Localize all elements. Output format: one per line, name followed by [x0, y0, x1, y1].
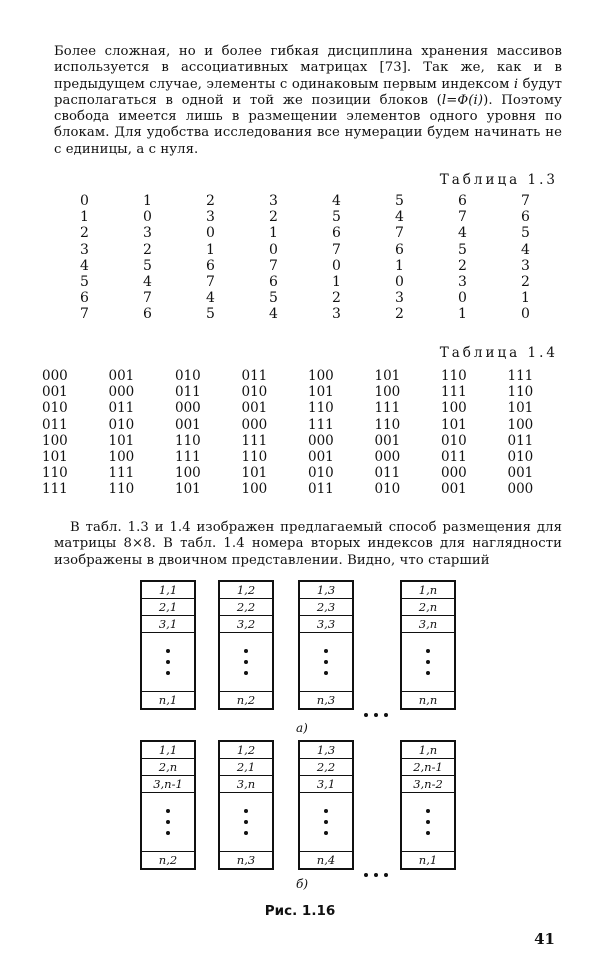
dot — [244, 831, 248, 835]
block-cell: n,1 — [158, 693, 178, 707]
block-cell: 2,n — [402, 599, 454, 616]
table-cell: 001 — [241, 400, 268, 417]
dot — [426, 671, 430, 675]
table-cell: 4 — [269, 306, 278, 323]
vertical-ellipsis — [300, 793, 352, 852]
table-cell: 110 — [241, 449, 268, 466]
table-cell: 2 — [521, 274, 530, 291]
dot — [324, 809, 328, 813]
table-cell: 2 — [458, 257, 467, 274]
table-cell: 000 — [507, 481, 534, 498]
table-cell: 100 — [507, 416, 534, 433]
dot — [324, 820, 328, 824]
table-cell: 111 — [308, 416, 334, 433]
storage-block — [140, 740, 196, 870]
table-cell: 7 — [521, 193, 530, 209]
block-cell: n,2 — [236, 693, 256, 707]
block-cell: 2,1 — [220, 759, 272, 776]
table-cell: 3 — [458, 274, 467, 291]
dot — [166, 660, 170, 664]
table-row — [80, 290, 584, 306]
table-cell: 101 — [374, 368, 401, 384]
table-cell: 4 — [395, 209, 404, 226]
table-cell: 0 — [332, 257, 341, 274]
table-cell: 1 — [458, 306, 467, 323]
table-cell: 0 — [80, 193, 89, 209]
table-row — [42, 417, 574, 433]
block-cell: 2,n-1 — [402, 759, 454, 776]
table-row — [42, 433, 574, 449]
table-cell: 6 — [395, 241, 404, 258]
table-cell: 010 — [241, 384, 268, 401]
table-row — [42, 384, 574, 400]
table-cell: 5 — [143, 257, 152, 274]
table-cell: 010 — [441, 432, 467, 449]
table-cell: 011 — [441, 449, 467, 466]
table-cell: 2 — [269, 209, 278, 226]
table-cell: 1 — [143, 193, 152, 209]
table-row — [80, 225, 584, 241]
storage-block — [218, 740, 274, 870]
table-cell: 101 — [308, 384, 334, 401]
page-number: 41 — [534, 930, 555, 948]
table-cell: 1 — [395, 257, 404, 274]
table-cell: 111 — [441, 384, 467, 401]
table-1-3-caption: Таблица 1.3 — [439, 172, 558, 188]
table-cell: 2 — [395, 306, 404, 323]
dot — [384, 713, 388, 717]
vertical-ellipsis — [142, 633, 194, 692]
table-cell: 6 — [143, 306, 152, 323]
block-cell: 1,1 — [142, 582, 194, 599]
table-cell: 4 — [521, 241, 530, 258]
block-cell: n,n — [418, 693, 438, 707]
block-cell: 1,n — [402, 582, 454, 599]
block-cell: 1,2 — [220, 582, 272, 599]
dot — [374, 873, 378, 877]
dot — [166, 820, 170, 824]
table-cell: 000 — [308, 432, 334, 449]
table-cell: 001 — [441, 481, 467, 498]
table-cell: 110 — [441, 368, 467, 384]
table-cell: 110 — [175, 432, 201, 449]
table-cell: 6 — [269, 274, 278, 291]
dot — [166, 831, 170, 835]
table-cell: 3 — [143, 225, 152, 242]
table-cell: 010 — [108, 416, 135, 433]
table-cell: 5 — [395, 193, 404, 209]
table-cell: 5 — [332, 209, 341, 226]
dot — [324, 649, 328, 653]
table-cell: 6 — [521, 209, 530, 226]
table-1-4-caption: Таблица 1.4 — [439, 345, 558, 361]
dot — [426, 809, 430, 813]
block-cell: 1,3 — [300, 582, 352, 599]
table-cell: 2 — [206, 193, 215, 209]
subfigure-a-label: а) — [296, 721, 308, 735]
table-1-4 — [42, 368, 574, 498]
table-1-3 — [80, 193, 584, 323]
table-cell: 0 — [269, 241, 278, 258]
vertical-ellipsis — [220, 633, 272, 692]
block-cell: 2,1 — [142, 599, 194, 616]
table-cell: 001 — [308, 449, 334, 466]
dot — [324, 660, 328, 664]
table-cell: 7 — [143, 290, 152, 307]
table-cell: 101 — [175, 481, 201, 498]
storage-block — [218, 580, 274, 710]
table-cell: 2 — [332, 290, 341, 307]
dot — [374, 713, 378, 717]
paragraph-intro: Более сложная, но и более гибкая дисциплина хранения массивов используется в ассоциативных матрицах [73]. Так же, как и в предыдущем случае, элементы с одинаковым первым индексом i будут располагаться в одной и той же позиции блоков (l=Φ(i)). Поэтому свобода имеется лишь в размещении элементов одного уровня по блокам. Для удобства исследования все нумерации будем начинать не с единицы, а с нуля. — [54, 44, 562, 157]
table-cell: 1 — [80, 209, 89, 226]
table-cell: 100 — [42, 432, 68, 449]
block-cell: 3,3 — [300, 616, 352, 633]
subfigure-b-label: б) — [296, 877, 309, 891]
table-cell: 6 — [458, 193, 467, 209]
dot — [244, 820, 248, 824]
table-cell: 000 — [374, 449, 401, 466]
dot — [426, 831, 430, 835]
block-cell: 2,2 — [220, 599, 272, 616]
table-cell: 100 — [241, 481, 268, 498]
dot — [426, 660, 430, 664]
table-row — [42, 368, 574, 384]
dot — [166, 671, 170, 675]
table-cell: 2 — [143, 241, 152, 258]
table-cell: 001 — [374, 432, 401, 449]
block-cell: 1,n — [402, 742, 454, 759]
table-cell: 110 — [108, 481, 135, 498]
table-row — [80, 258, 584, 274]
horizontal-ellipsis — [364, 713, 388, 717]
table-cell: 101 — [441, 416, 467, 433]
dot — [364, 713, 368, 717]
paragraph-explanation: В табл. 1.3 и 1.4 изображен предлагаемый способ размещения для матрицы 8×8. В табл. 1.4 номера вторых индексов для наглядности изображены в двоичном представлении. Видно, что старший — [54, 520, 562, 568]
table-cell: 010 — [507, 449, 534, 466]
block-cell: 3,1 — [142, 616, 194, 633]
block-cell: 1,2 — [220, 742, 272, 759]
table-cell: 7 — [80, 306, 89, 323]
table-cell: 111 — [374, 400, 401, 417]
table-cell: 000 — [108, 384, 135, 401]
block-cell: n,3 — [316, 693, 336, 707]
block-cell: 1,3 — [300, 742, 352, 759]
vertical-ellipsis — [220, 793, 272, 852]
table-cell: 010 — [175, 368, 201, 384]
table-cell: 110 — [42, 465, 68, 482]
table-cell: 111 — [507, 368, 534, 384]
table-row — [42, 400, 574, 416]
dot — [244, 671, 248, 675]
table-cell: 3 — [80, 241, 89, 258]
block-cell: 3,n — [220, 776, 272, 793]
block-cell: n,1 — [418, 853, 438, 867]
table-cell: 100 — [308, 368, 334, 384]
table-cell: 1 — [269, 225, 278, 242]
table-cell: 101 — [507, 400, 534, 417]
block-cell: 2,3 — [300, 599, 352, 616]
dot — [426, 649, 430, 653]
table-cell: 6 — [80, 290, 89, 307]
table-cell: 011 — [308, 481, 334, 498]
block-cell: 3,2 — [220, 616, 272, 633]
table-cell: 7 — [332, 241, 341, 258]
table-cell: 011 — [374, 465, 401, 482]
table-cell: 4 — [143, 274, 152, 291]
table-cell: 111 — [42, 481, 68, 498]
table-cell: 1 — [521, 290, 530, 307]
table-cell: 011 — [241, 368, 268, 384]
table-cell: 5 — [206, 306, 215, 323]
table-cell: 011 — [175, 384, 201, 401]
table-cell: 1 — [332, 274, 341, 291]
table-cell: 5 — [521, 225, 530, 242]
table-cell: 6 — [332, 225, 341, 242]
table-cell: 111 — [241, 432, 268, 449]
block-cell: 2,2 — [300, 759, 352, 776]
figure-caption: Рис. 1.16 — [264, 903, 336, 919]
table-row — [80, 274, 584, 290]
dot — [426, 820, 430, 824]
table-row — [80, 242, 584, 258]
storage-block — [140, 580, 196, 710]
table-row — [42, 449, 574, 465]
dot — [324, 671, 328, 675]
vertical-ellipsis — [402, 793, 454, 852]
table-cell: 6 — [206, 257, 215, 274]
horizontal-ellipsis — [364, 873, 388, 877]
storage-block — [298, 740, 354, 870]
dot — [166, 809, 170, 813]
table-cell: 4 — [80, 257, 89, 274]
table-cell: 110 — [308, 400, 334, 417]
table-cell: 010 — [308, 465, 334, 482]
block-cell: 3,1 — [300, 776, 352, 793]
dot — [244, 649, 248, 653]
dot — [244, 660, 248, 664]
table-cell: 100 — [374, 384, 401, 401]
table-cell: 101 — [108, 432, 135, 449]
table-cell: 110 — [374, 416, 401, 433]
table-row — [80, 306, 584, 322]
vertical-ellipsis — [300, 633, 352, 692]
block-cell: 2,n — [142, 759, 194, 776]
table-cell: 001 — [108, 368, 135, 384]
table-cell: 110 — [507, 384, 534, 401]
table-row — [80, 193, 584, 209]
table-row — [42, 465, 574, 481]
table-cell: 0 — [458, 290, 467, 307]
table-cell: 100 — [175, 465, 201, 482]
dot — [364, 873, 368, 877]
vertical-ellipsis — [142, 793, 194, 852]
table-cell: 7 — [269, 257, 278, 274]
table-cell: 5 — [458, 241, 467, 258]
block-cell: n,4 — [316, 853, 336, 867]
dot — [166, 649, 170, 653]
table-cell: 000 — [42, 368, 68, 384]
table-cell: 3 — [269, 193, 278, 209]
table-row — [80, 209, 584, 225]
table-row — [42, 481, 574, 497]
index-i: i — [513, 76, 519, 92]
table-cell: 000 — [441, 465, 467, 482]
table-cell: 3 — [206, 209, 215, 226]
table-cell: 001 — [507, 465, 534, 482]
storage-block — [298, 580, 354, 710]
block-cell: 3,n-1 — [142, 776, 194, 793]
storage-block — [400, 740, 456, 870]
block-cell: 1,1 — [142, 742, 194, 759]
table-cell: 100 — [441, 400, 467, 417]
table-cell: 100 — [108, 449, 135, 466]
storage-block — [400, 580, 456, 710]
table-cell: 7 — [206, 274, 215, 291]
table-cell: 4 — [206, 290, 215, 307]
dot — [324, 831, 328, 835]
table-cell: 3 — [521, 257, 530, 274]
block-cell: n,2 — [158, 853, 178, 867]
table-cell: 101 — [42, 449, 68, 466]
table-cell: 5 — [80, 274, 89, 291]
table-cell: 101 — [241, 465, 268, 482]
table-cell: 0 — [206, 225, 215, 242]
table-cell: 001 — [42, 384, 68, 401]
formula: l=Φ(i) — [441, 92, 484, 108]
block-cell: 3,n — [402, 616, 454, 633]
table-cell: 010 — [42, 400, 68, 417]
table-cell: 7 — [395, 225, 404, 242]
table-cell: 4 — [458, 225, 467, 242]
table-cell: 011 — [42, 416, 68, 433]
table-cell: 000 — [175, 400, 201, 417]
table-cell: 5 — [269, 290, 278, 307]
table-cell: 7 — [458, 209, 467, 226]
table-cell: 1 — [206, 241, 215, 258]
dot — [384, 873, 388, 877]
table-cell: 3 — [395, 290, 404, 307]
table-cell: 2 — [80, 225, 89, 242]
table-cell: 010 — [374, 481, 401, 498]
table-cell: 001 — [175, 416, 201, 433]
block-cell: n,3 — [236, 853, 256, 867]
table-cell: 0 — [521, 306, 530, 323]
table-cell: 4 — [332, 193, 341, 209]
table-cell: 3 — [332, 306, 341, 323]
table-cell: 111 — [175, 449, 201, 466]
table-cell: 011 — [507, 432, 534, 449]
table-cell: 000 — [241, 416, 268, 433]
block-cell: 3,n-2 — [402, 776, 454, 793]
table-cell: 111 — [108, 465, 135, 482]
dot — [244, 809, 248, 813]
table-cell: 0 — [395, 274, 404, 291]
table-cell: 011 — [108, 400, 135, 417]
vertical-ellipsis — [402, 633, 454, 692]
table-cell: 0 — [143, 209, 152, 226]
